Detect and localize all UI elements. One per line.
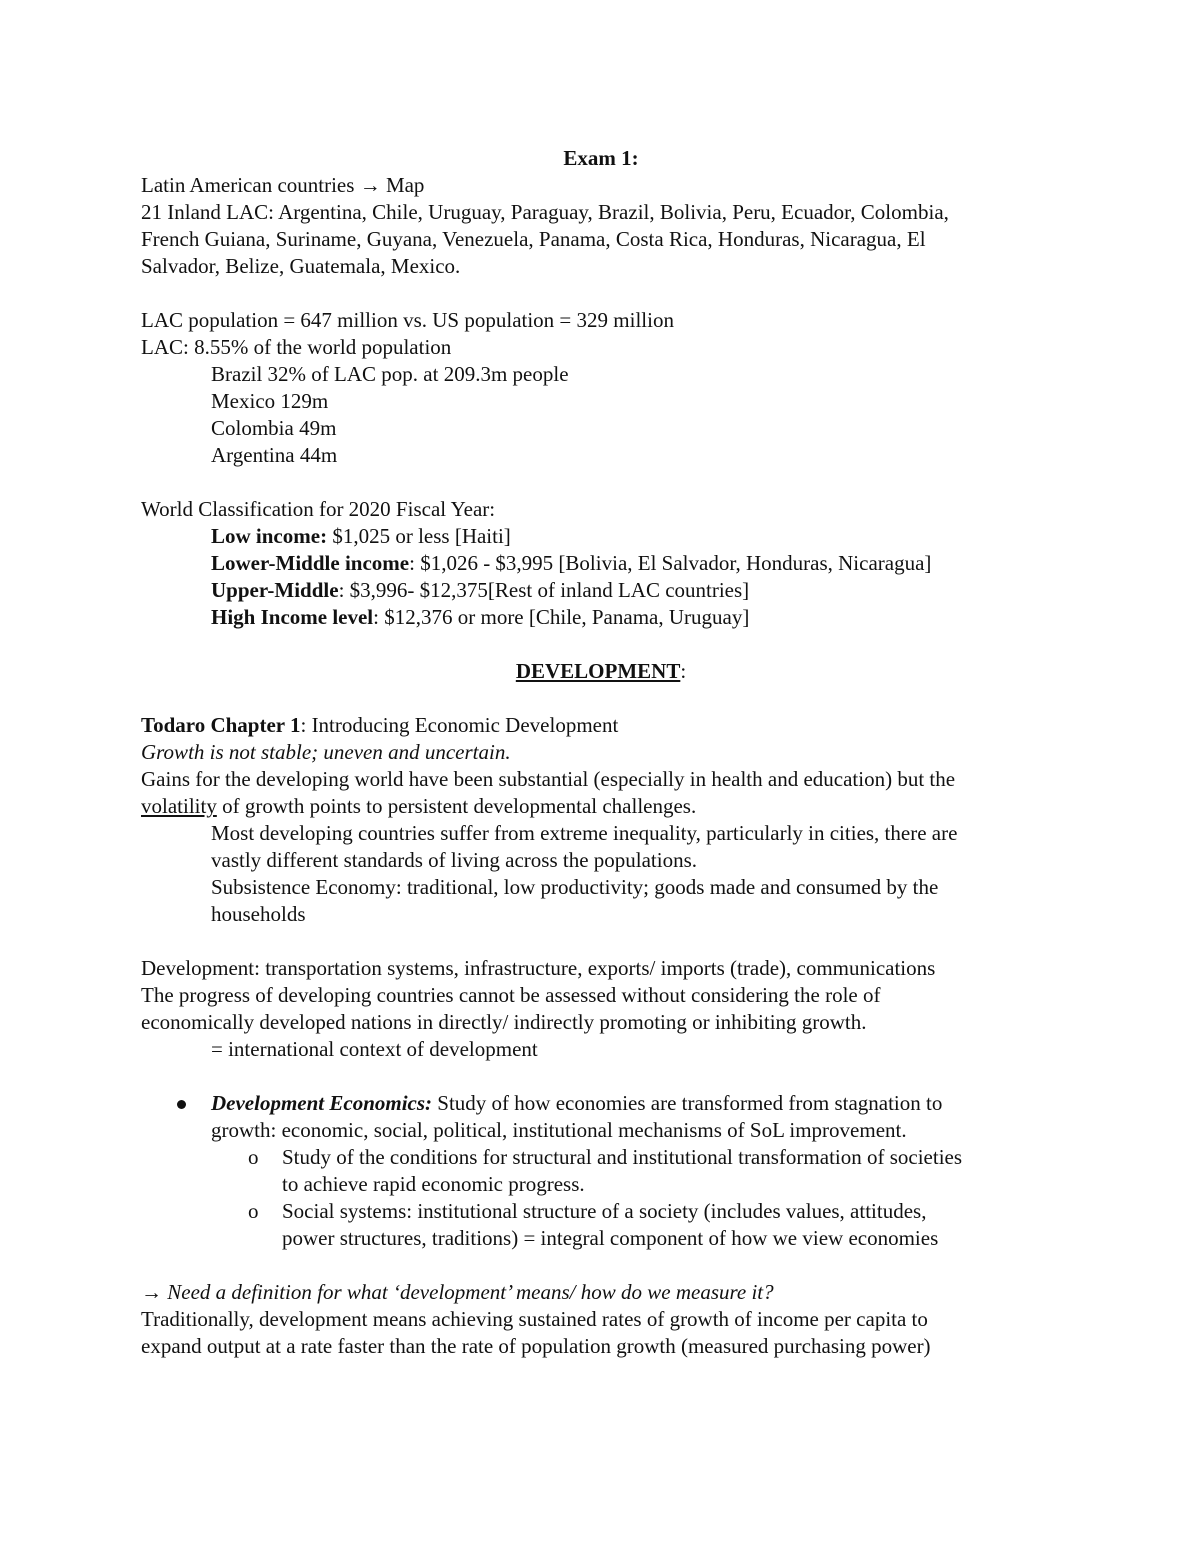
income-high-value: : $12,376 or more [Chile, Panama, Uruguay] [373, 605, 750, 629]
inequality-line: Most developing countries suffer from extreme inequality, particularly in cities, there are [211, 821, 958, 845]
traditional-line: expand output at a rate faster than the rate of population growth (measured purchasing power) [141, 1334, 931, 1358]
section-heading [141, 658, 1061, 685]
classification-heading: World Classification for 2020 Fiscal Year: [141, 497, 496, 521]
development-heading: DEVELOPMENT [515, 659, 681, 683]
map-line [141, 172, 1061, 199]
circle-bullet-icon: o [248, 1145, 259, 1169]
gains-line-2 [141, 793, 1061, 820]
country-population: Colombia 49m [211, 416, 337, 440]
income-upper-middle-label: Upper-Middle [211, 578, 339, 602]
chapter-label: Todaro Chapter 1 [141, 713, 301, 737]
sub-bullet-line: to achieve rapid economic progress. [282, 1172, 585, 1196]
chapter-line [141, 712, 1061, 739]
income-low-label: Low income: [211, 524, 328, 548]
bullet-line [211, 1090, 1061, 1117]
infrastructure-line: Development: transportation systems, infrastructure, exports/ imports (trade), communications [141, 956, 936, 980]
question-line [141, 1279, 1061, 1306]
sub-bullet-line: Social systems: institutional structure of a society (includes values, attitudes, [282, 1199, 927, 1223]
subsistence-line: Subsistence Economy: traditional, low productivity; goods made and consumed by the [211, 875, 939, 899]
bullet-icon [177, 1100, 186, 1109]
bullet-item [141, 1090, 1061, 1144]
chapter-title: : Introducing Economic Development [300, 713, 619, 737]
context-line: = international context of development [211, 1037, 538, 1061]
income-upper-middle [141, 577, 1061, 604]
circle-bullet-icon: o [248, 1199, 259, 1223]
income-high [141, 604, 1061, 631]
progress-line: The progress of developing countries cannot be assessed without considering the role of [141, 983, 881, 1007]
arrow-right-icon: → [359, 173, 381, 197]
progress-line: economically developed nations in directly/ indirectly promoting or inhibiting growth. [141, 1010, 867, 1034]
sub-bullet-line: Study of the conditions for structural and institutional transformation of societies [282, 1145, 963, 1169]
growth-note: Growth is not stable; uneven and uncertain. [141, 740, 511, 764]
arrow-right-icon: → [141, 1280, 162, 1304]
world-share-line: LAC: 8.55% of the world population [141, 335, 452, 359]
bullet-text: Study of how economies are transformed from stagnation to [432, 1091, 943, 1115]
inequality-line: vastly different standards of living across the populations. [211, 848, 698, 872]
gains-line-rest: of growth points to persistent developmental challenges. [216, 794, 697, 818]
income-high-label: High Income level [211, 605, 374, 629]
subsistence-line: households [211, 902, 306, 926]
population-line: LAC population = 647 million vs. US population = 329 million [141, 308, 674, 332]
sub-bullet-item [141, 1198, 1061, 1252]
inland-line: Salvador, Belize, Guatemala, Mexico. [141, 254, 461, 278]
gains-line: Gains for the developing world have been substantial (especially in health and education) but the [141, 767, 956, 791]
income-lower-middle-label: Lower-Middle income [211, 551, 410, 575]
development-heading-colon: : [680, 659, 687, 683]
map-line-text-end: Map [380, 173, 425, 197]
sub-bullet-item [141, 1144, 1061, 1198]
country-population: Argentina 44m [211, 443, 338, 467]
country-population: Mexico 129m [211, 389, 329, 413]
income-lower-middle [141, 550, 1061, 577]
income-low [141, 523, 1061, 550]
volatility-term: volatility [141, 794, 217, 818]
inland-line: 21 Inland LAC: Argentina, Chile, Uruguay, Paraguay, Brazil, Bolivia, Peru, Ecuador, Colombia, [141, 200, 949, 224]
question-text: Need a definition for what ‘development’ means/ how do we measure it? [162, 1280, 774, 1304]
traditional-line: Traditionally, development means achieving sustained rates of growth of income per capita to [141, 1307, 928, 1331]
page-title: Exam 1: [563, 146, 639, 170]
income-lower-middle-value: : $1,026 - $3,995 [Bolivia, El Salvador, Honduras, Nicaragua] [409, 551, 932, 575]
income-low-value: $1,025 or less [Haiti] [327, 524, 511, 548]
bullet-label: Development Economics: [211, 1091, 433, 1115]
inland-line: French Guiana, Suriname, Guyana, Venezuela, Panama, Costa Rica, Honduras, Nicaragua, El [141, 227, 926, 251]
country-population: Brazil 32% of LAC pop. at 209.3m people [211, 362, 569, 386]
document-page [141, 145, 1061, 1360]
bullet-line-2: growth: economic, social, political, institutional mechanisms of SoL improvement. [211, 1118, 907, 1142]
map-line-text: Latin American countries [141, 173, 360, 197]
sub-bullet-line: power structures, traditions) = integral component of how we view economies [282, 1226, 939, 1250]
income-upper-middle-value: : $3,996- $12,375[Rest of inland LAC countries] [338, 578, 750, 602]
